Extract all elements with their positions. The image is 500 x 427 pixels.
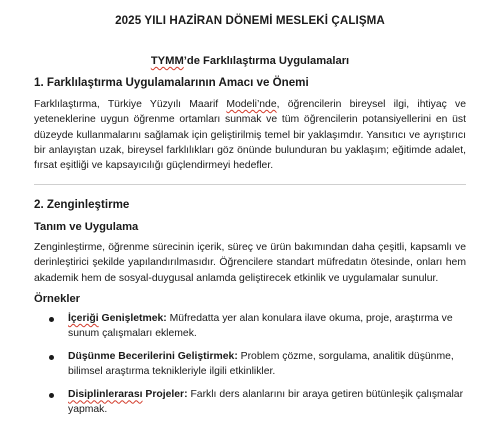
- section-1-heading: 1. Farklılaştırma Uygulamalarının Amacı ve Önemi: [34, 76, 309, 89]
- bullet-icon: [49, 355, 54, 360]
- example-term: Düşünme Becerilerini Geliştirmek:: [68, 351, 238, 363]
- section-1-paragraph: [34, 97, 466, 173]
- example-text: Problem çözme, sorgulama, analitik düşünme, bilimsel araştırma teknikleriyle ilgili etkinlikler.: [68, 351, 454, 377]
- spellcheck-marked-word: Modeli’nde: [226, 99, 277, 110]
- examples-heading: Örnekler: [34, 293, 81, 305]
- example-text: Müfredatta yer alan konulara ilave okuma, proje, araştırma ve sunum çalışmaları eklemek.: [68, 313, 453, 339]
- paragraph-text: Farklılaştırma, Türkiye Yüzyılı Maarif: [34, 99, 227, 110]
- list-item: [34, 350, 466, 379]
- spellcheck-marked-word: İçeriği: [68, 313, 99, 324]
- section-2-paragraph: Zenginleştirme, öğrenme sürecinin içerik, süreç ve ürün bakımından daha çeşitli, kapsamlı ve derinleştirici şekilde yapılandırılmasıdır. Öğrencilere standart müfredatın ötesinde, onları hem akademik hem de sosyal-duygusal anlamda geliştirecek etkinlik ve uygulamalar sunulur.: [34, 242, 466, 284]
- subtitle-text: ’de Farklılaştırma Uygulamaları: [183, 55, 350, 67]
- section-divider: [34, 184, 466, 185]
- document-title: 2025 YILI HAZİRAN DÖNEMİ MESLEKİ ÇALIŞMA: [115, 14, 385, 27]
- examples-list: [34, 312, 466, 427]
- bullet-icon: [49, 317, 54, 322]
- document-subtitle: [0, 55, 500, 67]
- bullet-icon: [49, 393, 54, 398]
- list-item: [34, 312, 466, 341]
- list-item: [34, 388, 466, 417]
- example-term: Genişletmek:: [98, 313, 167, 324]
- paragraph-text: , öğrencilerin bireysel ilgi, ihtiyaç ve yeteneklerine uygun öğrenme ortamları sunmak ve tüm öğrencilerin potansiyellerini en üst düzeyde kullanmalarını sağlamak için geliştirilmiş temel bir yaklaşımdır. Yansıtıcı ve ayrıştırıcı bir anlayıştan uzak, bireysel farklılıkları göz önünde bulunduran bu yaklaşım; eğitimde adalet, fırsat eşitliği ve kapsayıcılığı güçlendirmeyi hedefler.: [34, 99, 467, 172]
- example-term: Projeler:: [142, 389, 188, 401]
- spellcheck-marked-word: Disiplinlerarası: [68, 389, 143, 401]
- section-2-subheading: Tanım ve Uygulama: [34, 221, 139, 233]
- example-text: Farklı ders alanlarını bir araya getiren bütünleşik çalışmalar yapmak.: [68, 389, 464, 415]
- spellcheck-marked-word: TYMM: [150, 55, 184, 67]
- section-2-heading: 2. Zenginleştirme: [34, 198, 130, 211]
